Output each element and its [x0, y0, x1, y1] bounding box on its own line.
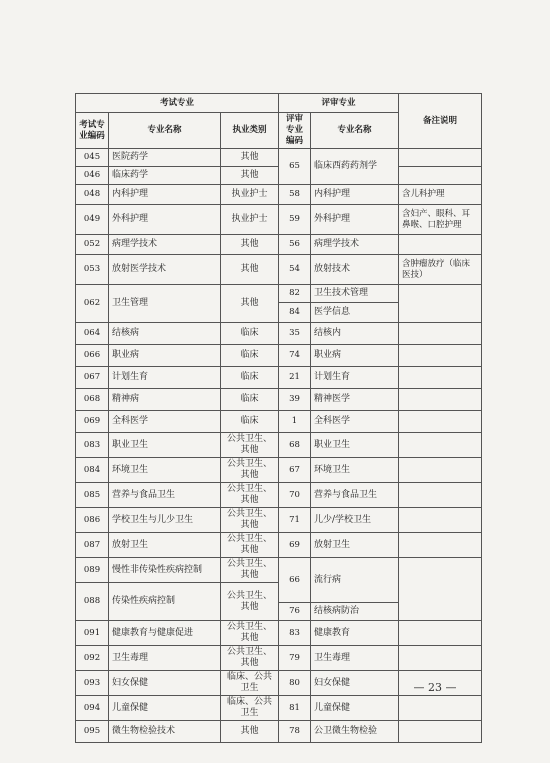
note-cell	[399, 721, 482, 743]
review-name-cell: 儿少/学校卫生	[311, 508, 399, 533]
exam-category-cell: 其他	[221, 149, 279, 167]
review-name-cell: 营养与食品卫生	[311, 483, 399, 508]
review-code-cell: 54	[279, 255, 311, 285]
exam-name-cell: 放射卫生	[109, 533, 221, 558]
review-name-cell: 流行病	[311, 558, 399, 603]
exam-name-cell: 妇女保健	[109, 671, 221, 696]
review-name-cell: 职业卫生	[311, 433, 399, 458]
exam-category-cell: 其他	[221, 167, 279, 185]
table-row	[76, 149, 482, 167]
exam-category-cell: 临床	[221, 411, 279, 433]
table-row	[76, 345, 482, 367]
exam-name-cell: 结核病	[109, 323, 221, 345]
note-cell	[399, 389, 482, 411]
exam-code-cell: 069	[76, 411, 109, 433]
exam-code-cell: 064	[76, 323, 109, 345]
exam-name-cell: 职业卫生	[109, 433, 221, 458]
review-name-cell: 临床西药药剂学	[311, 149, 399, 185]
note-cell	[399, 167, 482, 185]
review-code-cell: 39	[279, 389, 311, 411]
review-code-cell: 58	[279, 185, 311, 205]
exam-code-cell: 094	[76, 696, 109, 721]
note-cell: 含肿瘤放疗（临床医技）	[399, 255, 482, 285]
note-cell	[399, 458, 482, 483]
exam-name-cell: 精神病	[109, 389, 221, 411]
exam-category-cell: 其他	[221, 235, 279, 255]
exam-code-cell: 086	[76, 508, 109, 533]
exam-code-cell: 089	[76, 558, 109, 583]
note-cell	[399, 323, 482, 345]
note-cell	[399, 235, 482, 255]
exam-category-cell: 公共卫生、其他	[221, 533, 279, 558]
header-exam-category: 执业类别	[221, 113, 279, 149]
exam-code-cell: 049	[76, 205, 109, 235]
table-row	[76, 533, 482, 558]
specialty-mapping-table	[75, 93, 482, 743]
review-code-cell: 81	[279, 696, 311, 721]
review-name-cell: 卫生毒理	[311, 646, 399, 671]
exam-category-cell: 其他	[221, 285, 279, 323]
review-code-cell: 74	[279, 345, 311, 367]
exam-code-cell: 053	[76, 255, 109, 285]
review-name-cell: 放射技术	[311, 255, 399, 285]
review-code-cell: 76	[279, 603, 311, 621]
review-code-cell: 82	[279, 285, 311, 303]
note-cell: 含儿科护理	[399, 185, 482, 205]
table-row	[76, 255, 482, 285]
review-code-cell: 66	[279, 558, 311, 603]
table-row	[76, 558, 482, 583]
exam-name-cell: 全科医学	[109, 411, 221, 433]
review-code-cell: 84	[279, 303, 311, 323]
review-code-cell: 78	[279, 721, 311, 743]
review-code-cell: 80	[279, 671, 311, 696]
exam-category-cell: 公共卫生、其他	[221, 483, 279, 508]
table-row	[76, 646, 482, 671]
exam-name-cell: 职业病	[109, 345, 221, 367]
exam-category-cell: 临床	[221, 345, 279, 367]
exam-code-cell: 045	[76, 149, 109, 167]
exam-code-cell: 088	[76, 583, 109, 621]
note-cell	[399, 433, 482, 458]
header-review-group: 评审专业	[279, 94, 399, 113]
exam-category-cell: 临床、公共卫生	[221, 696, 279, 721]
review-name-cell: 精神医学	[311, 389, 399, 411]
review-name-cell: 职业病	[311, 345, 399, 367]
review-name-cell: 结核内	[311, 323, 399, 345]
table-header-row	[76, 94, 482, 113]
exam-category-cell: 临床、公共卫生	[221, 671, 279, 696]
exam-name-cell: 放射医学技术	[109, 255, 221, 285]
review-name-cell: 病理学技术	[311, 235, 399, 255]
exam-name-cell: 健康教育与健康促进	[109, 621, 221, 646]
note-cell	[399, 558, 482, 621]
exam-category-cell: 公共卫生、其他	[221, 508, 279, 533]
review-name-cell: 全科医学	[311, 411, 399, 433]
exam-code-cell: 048	[76, 185, 109, 205]
header-review-name: 专业名称	[311, 113, 399, 149]
table-row	[76, 205, 482, 235]
review-code-cell: 83	[279, 621, 311, 646]
review-name-cell: 公卫微生物检验	[311, 721, 399, 743]
review-name-cell: 计划生育	[311, 367, 399, 389]
note-cell	[399, 411, 482, 433]
review-code-cell: 69	[279, 533, 311, 558]
header-exam-group: 考试专业	[76, 94, 279, 113]
table-row	[76, 389, 482, 411]
exam-code-cell: 084	[76, 458, 109, 483]
table-row	[76, 323, 482, 345]
header-exam-name: 专业名称	[109, 113, 221, 149]
exam-code-cell: 095	[76, 721, 109, 743]
exam-name-cell: 学校卫生与儿少卫生	[109, 508, 221, 533]
header-review-code: 评审专业编码	[279, 113, 311, 149]
review-code-cell: 65	[279, 149, 311, 185]
review-name-cell: 卫生技术管理	[311, 285, 399, 303]
review-code-cell: 70	[279, 483, 311, 508]
note-cell	[399, 149, 482, 167]
header-exam-code: 考试专业编码	[76, 113, 109, 149]
table-row	[76, 483, 482, 508]
note-cell	[399, 285, 482, 323]
exam-category-cell: 临床	[221, 367, 279, 389]
page-number: — 23 —	[413, 681, 457, 694]
review-code-cell: 56	[279, 235, 311, 255]
review-name-cell: 儿童保健	[311, 696, 399, 721]
exam-code-cell: 066	[76, 345, 109, 367]
review-name-cell: 内科护理	[311, 185, 399, 205]
table-row	[76, 185, 482, 205]
table-row	[76, 235, 482, 255]
table-row	[76, 696, 482, 721]
review-name-cell: 放射卫生	[311, 533, 399, 558]
table-row	[76, 285, 482, 303]
table-row	[76, 458, 482, 483]
review-name-cell: 妇女保健	[311, 671, 399, 696]
review-name-cell: 外科护理	[311, 205, 399, 235]
exam-category-cell: 临床	[221, 389, 279, 411]
exam-name-cell: 医院药学	[109, 149, 221, 167]
note-cell	[399, 345, 482, 367]
review-code-cell: 68	[279, 433, 311, 458]
table-row	[76, 508, 482, 533]
exam-code-cell: 052	[76, 235, 109, 255]
exam-category-cell: 公共卫生、其他	[221, 558, 279, 583]
exam-code-cell: 046	[76, 167, 109, 185]
exam-code-cell: 062	[76, 285, 109, 323]
exam-name-cell: 卫生管理	[109, 285, 221, 323]
exam-code-cell: 085	[76, 483, 109, 508]
header-note: 备注说明	[399, 94, 482, 149]
note-cell	[399, 508, 482, 533]
exam-code-cell: 083	[76, 433, 109, 458]
review-name-cell: 结核病防治	[311, 603, 399, 621]
note-cell	[399, 533, 482, 558]
note-cell	[399, 621, 482, 646]
exam-category-cell: 其他	[221, 721, 279, 743]
exam-name-cell: 微生物检验技术	[109, 721, 221, 743]
table-row	[76, 721, 482, 743]
note-cell	[399, 646, 482, 671]
review-name-cell: 健康教育	[311, 621, 399, 646]
exam-name-cell: 儿童保健	[109, 696, 221, 721]
review-code-cell: 79	[279, 646, 311, 671]
exam-name-cell: 卫生毒理	[109, 646, 221, 671]
table-row	[76, 411, 482, 433]
exam-code-cell: 068	[76, 389, 109, 411]
review-name-cell: 医学信息	[311, 303, 399, 323]
note-cell	[399, 483, 482, 508]
exam-name-cell: 环境卫生	[109, 458, 221, 483]
review-code-cell: 67	[279, 458, 311, 483]
exam-category-cell: 执业护士	[221, 185, 279, 205]
exam-name-cell: 内科护理	[109, 185, 221, 205]
exam-name-cell: 病理学技术	[109, 235, 221, 255]
review-code-cell: 21	[279, 367, 311, 389]
table-row	[76, 621, 482, 646]
exam-category-cell: 其他	[221, 255, 279, 285]
note-cell	[399, 696, 482, 721]
review-code-cell: 59	[279, 205, 311, 235]
exam-category-cell: 公共卫生、其他	[221, 433, 279, 458]
review-name-cell: 环境卫生	[311, 458, 399, 483]
exam-name-cell: 传染性疾病控制	[109, 583, 221, 621]
note-cell	[399, 367, 482, 389]
exam-category-cell: 执业护士	[221, 205, 279, 235]
exam-code-cell: 093	[76, 671, 109, 696]
table-row	[76, 433, 482, 458]
review-code-cell: 71	[279, 508, 311, 533]
exam-name-cell: 慢性非传染性疾病控制	[109, 558, 221, 583]
exam-name-cell: 营养与食品卫生	[109, 483, 221, 508]
exam-category-cell: 公共卫生、其他	[221, 583, 279, 621]
exam-code-cell: 087	[76, 533, 109, 558]
note-cell: 含妇产、眼科、耳鼻喉、口腔护理	[399, 205, 482, 235]
exam-code-cell: 092	[76, 646, 109, 671]
exam-category-cell: 临床	[221, 323, 279, 345]
exam-code-cell: 067	[76, 367, 109, 389]
review-code-cell: 35	[279, 323, 311, 345]
exam-name-cell: 外科护理	[109, 205, 221, 235]
review-code-cell: 1	[279, 411, 311, 433]
table-row	[76, 367, 482, 389]
exam-category-cell: 公共卫生、其他	[221, 621, 279, 646]
exam-name-cell: 临床药学	[109, 167, 221, 185]
exam-code-cell: 091	[76, 621, 109, 646]
exam-category-cell: 公共卫生、其他	[221, 458, 279, 483]
exam-name-cell: 计划生育	[109, 367, 221, 389]
exam-category-cell: 公共卫生、其他	[221, 646, 279, 671]
